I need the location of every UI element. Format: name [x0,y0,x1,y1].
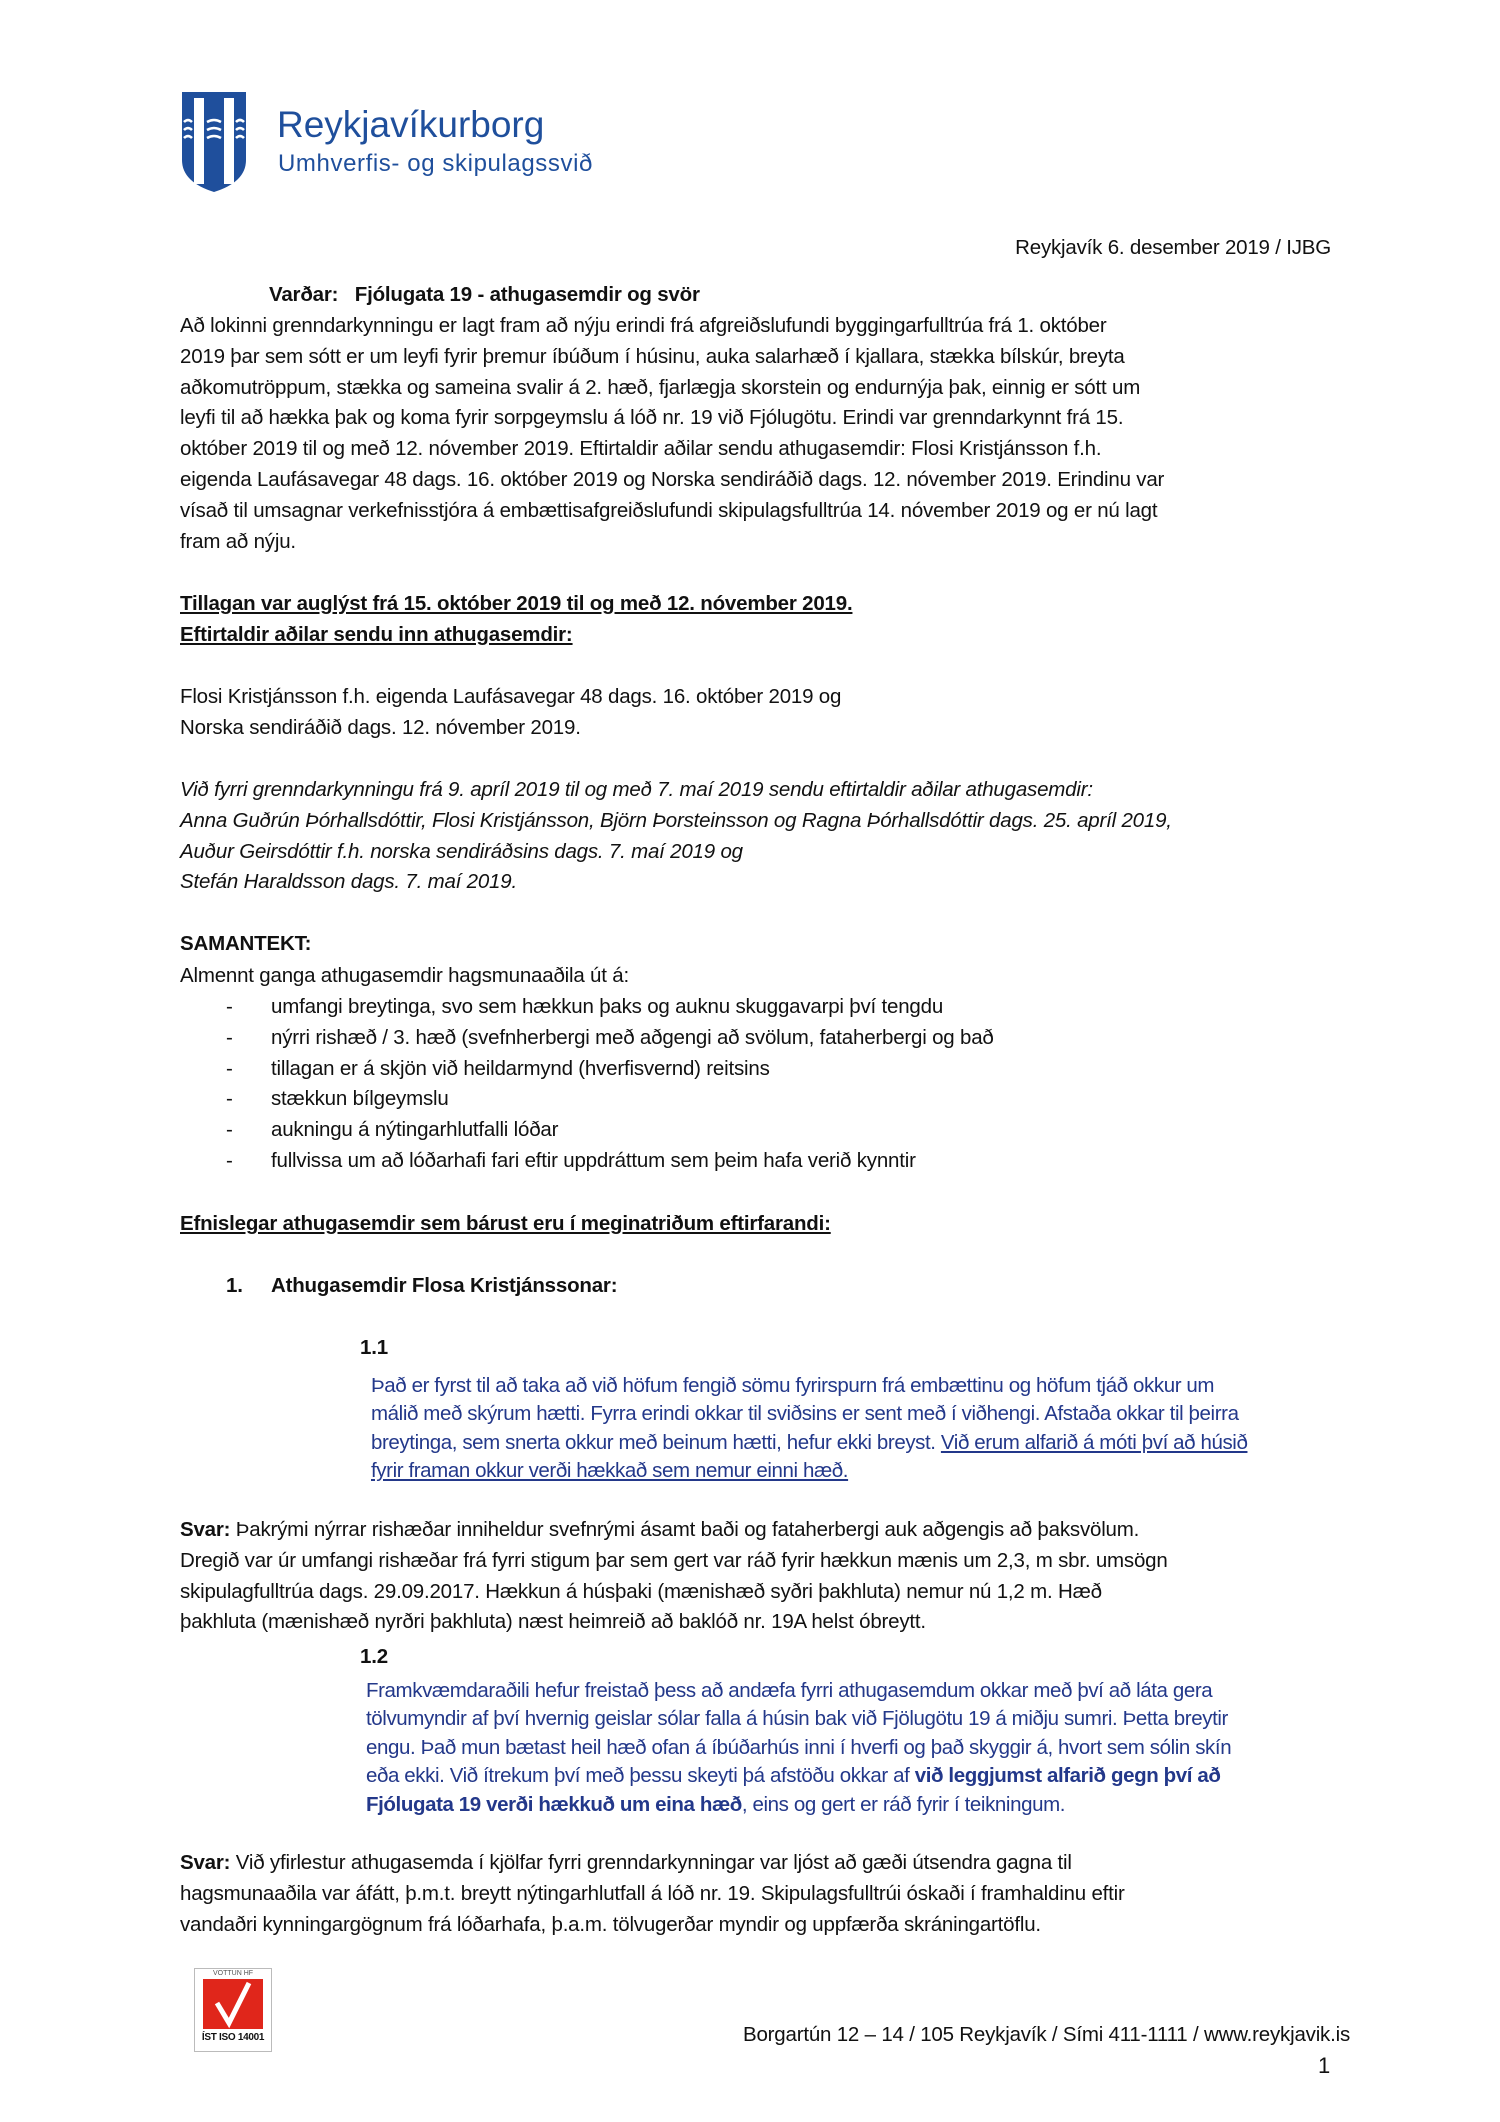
answer-line: þakhluta (mænishæð nyrðri þakhluta) næst heimreið að baklóð nr. 19A helst óbreytt. [180,1610,926,1634]
dash-bullet: - [226,995,233,1018]
answer-line [180,1515,1168,1546]
summary-heading: SAMANTEKT: [180,932,312,955]
section-number: 1. [226,1274,243,1297]
list-item-text: tillagan er á skjön við heildarmynd (hverfisvernd) reitsins [271,1056,770,1080]
dash-bullet: - [226,1025,233,1049]
list-item-text: nýrri rishæð / 3. hæð (svefnherbergi með aðgengi að svölum, fataherbergi og bað [271,1025,994,1049]
answer-1-1 [180,1515,1168,1638]
list-item-text: fullvissa um að lóðarhafi fari eftir uppdráttum sem þeim hafa verið kynntir [271,1148,916,1172]
text-line: eigenda Laufásavegar 48 dags. 16. október 2019 og Norska sendiráðið dags. 12. nóvember 2019. Erindinu var [180,467,1165,491]
section-1-heading [226,1271,618,1302]
list-item-text: aukningu á nýtingarhlutfalli lóðar [271,1118,559,1142]
text-line: leyfi til að hækka þak og koma fyrir sorpgeymslu á lóð nr. 19 við Fjólugötu. Erindi var grenndarkynnt frá 15. [180,406,1124,430]
quote-line: Framkvæmdaraðili hefur freistað þess að andæfa fyrri athugasemdum okkar með því að láta gera [366,1679,1213,1702]
dash-bullet: - [226,1118,233,1142]
page-number: 1 [1318,2053,1331,2078]
answer-text: Við yfirlestur athugasemda í kjölfar fyrri grenndarkynningar var ljóst að gæði útsendra gagna til [230,1851,1072,1874]
heading-line: Tillagan var auglýst frá 15. október 2019 til og með 12. nóvember 2019. [180,592,853,615]
answer-1-2 [180,1848,1125,1940]
department-name: Umhverfis- og skipulagssvið [278,150,593,177]
advert-heading [180,589,852,651]
quote-line [371,1429,1247,1457]
quote-line: Það er fyrst til að taka að við höfum fengið sömu fyrirspurn frá embættinu og höfum tjáð okkur um [371,1374,1215,1397]
checkmark-icon [203,1979,263,2029]
quote-line: engu. Það mun bætast heil hæð ofan á íbúðarhús inni í hverfi og það skyggir á, hvort sem sólin skín [366,1735,1232,1759]
commenter-line: Norska sendiráðið dags. 12. nóvember 2019. [180,715,581,739]
item-label: 1.1 [360,1336,388,1359]
text-line: Stefán Haraldsson dags. 7. maí 2019. [180,870,517,894]
details-heading: Efnislegar athugasemdir sem bárust eru í meginatriðum eftirfarandi: [180,1212,831,1235]
dash-bullet: - [226,1056,233,1080]
quote-bold: við leggjumst alfarið gegn því að [914,1764,1221,1788]
answer-label: Svar: [180,1518,231,1541]
answer-text: Þakrými nýrrar rishæðar inniheldur svefnrými ásamt baði og fataherbergi auk aðgengis að þaksvölum. [230,1518,1140,1541]
answer-line: Dregið var úr umfangi rishæðar frá fyrri stigum þar sem gert var ráð fyrir hækkun mænis um 2,3, m sbr. umsögn [180,1548,1168,1572]
section-title: Athugasemdir Flosa Kristjánssonar: [271,1274,618,1297]
dash-bullet: - [226,1148,233,1172]
intro-paragraph [180,311,1164,557]
quote-line: fyrir framan okkur verði hækkað sem nemur einni hæð. [371,1459,849,1483]
answer-label: Svar: [180,1851,231,1874]
coat-of-arms-icon [180,90,248,194]
iso-top-text: VOTTUN HF [212,1970,254,1977]
quote-text: eða ekki. Við ítrekum því með þessu skeyti þá afstöðu okkar af [366,1764,915,1788]
text-line: Að lokinni grenndarkynningu er lagt fram að nýju erindi frá afgreiðslufundi byggingarfulltrúa frá 1. október [180,314,1107,337]
text-line: 2019 þar sem sótt er um leyfi fyrir þremur íbúðum í húsinu, auka salarhæð í kjallara, stækka bílskúr, breyta [180,344,1125,368]
list-item-text: umfangi breytinga, svo sem hækkun þaks og auknu skuggavarpi því tengdu [271,995,944,1018]
text-line: Anna Guðrún Þórhallsdóttir, Flosi Kristjánsson, Björn Þorsteinsson og Ragna Þórhallsdóttir dags. 25. apríl 2019, [180,808,1172,832]
quote-line: tölvumyndir af því hvernig geislar sólar falla á húsin bak við Fjölugötu 19 á miðju sumri. Þetta breytir [366,1707,1228,1731]
answer-line [180,1848,1125,1879]
text-line: Auður Geirsdóttir f.h. norska sendiráðsins dags. 7. maí 2019 og [180,839,743,863]
list-item-text: stækkun bílgeymslu [271,1087,449,1111]
subject-label: Varðar: [269,283,339,306]
text-line: Við fyrri grenndarkynningu frá 9. apríl 2019 til og með 7. maí 2019 sendu eftirtaldir aðilar athugasemdir: [180,778,1093,801]
dash-bullet: - [226,1087,233,1111]
iso-certification-logo [194,1968,272,2052]
heading-line: Eftirtaldir aðilar sendu inn athugasemdir: [180,622,573,646]
answer-line: skipulagfulltrúa dags. 29.09.2017. Hækkun á húsþaki (mænishæð syðri þakhluta) nemur nú 1,2 m. Hæð [180,1579,1102,1603]
commenters-list [180,682,841,744]
iso-label: ÍST ISO 14001 [201,2032,265,2043]
text-line: október 2019 til og með 12. nóvember 2019. Eftirtaldir aðilar sendu athugasemdir: Flosi Kristjánsson f.h. [180,437,1102,461]
quote-text: breytinga, sem snerta okkur með beinum hætti, hefur ekki breyst. [371,1430,941,1454]
quote-1-2 [366,1677,1231,1819]
date-line: Reykjavík 6. desember 2019 / IJBG [1015,236,1331,259]
commenter-line: Flosi Kristjánsson f.h. eigenda Laufásavegar 48 dags. 16. október 2019 og [180,685,842,708]
text-line: fram að nýju. [180,529,296,553]
quote-bold: Fjólugata 19 verði hækkuð um eina hæð [366,1792,742,1816]
subject-line [269,280,700,311]
quote-line [366,1762,1231,1790]
text-line: aðkomutröppum, stækka og sameina svalir á 2. hæð, fjarlægja skorstein og endurnýja þak, einnig er sótt um [180,375,1141,399]
quote-line [366,1791,1231,1819]
answer-line: hagsmunaaðila var áfátt, þ.m.t. breytt nýtingarhlutfall á lóð nr. 19. Skipulagsfulltrúi óskaði í framhaldinu eftir [180,1881,1125,1905]
answer-line: vandaðri kynningargögnum frá lóðarhafa, þ.a.m. tölvugerðar myndir og uppfærða skráningartöflu. [180,1912,1041,1936]
subject-title: Fjólugata 19 - athugasemdir og svör [354,283,700,306]
quote-underlined: Við erum alfarið á móti því að húsið [940,1430,1248,1454]
previous-consultation [180,775,1172,898]
org-name: Reykjavíkurborg [277,104,545,145]
summary-intro: Almennt ganga athugasemdir hagsmunaaðila út á: [180,964,629,987]
quote-text: , eins og gert er ráð fyrir í teikningum. [741,1792,1066,1816]
footer-address: Borgartún 12 – 14 / 105 Reykjavík / Sími 411-1111 / www.reykjavik.is [743,2023,1350,2046]
quote-line: málið með skýrum hætti. Fyrra erindi okkar til sviðsins er sent með í viðhengi. Afstaða okkar til þeirra [371,1402,1239,1426]
item-label: 1.2 [360,1645,388,1668]
text-line: vísað til umsagnar verkefnisstjóra á embættisafgreiðslufundi skipulagsfulltrúa 14. nóvember 2019 og er nú lagt [180,498,1158,522]
quote-1-1 [371,1372,1247,1486]
